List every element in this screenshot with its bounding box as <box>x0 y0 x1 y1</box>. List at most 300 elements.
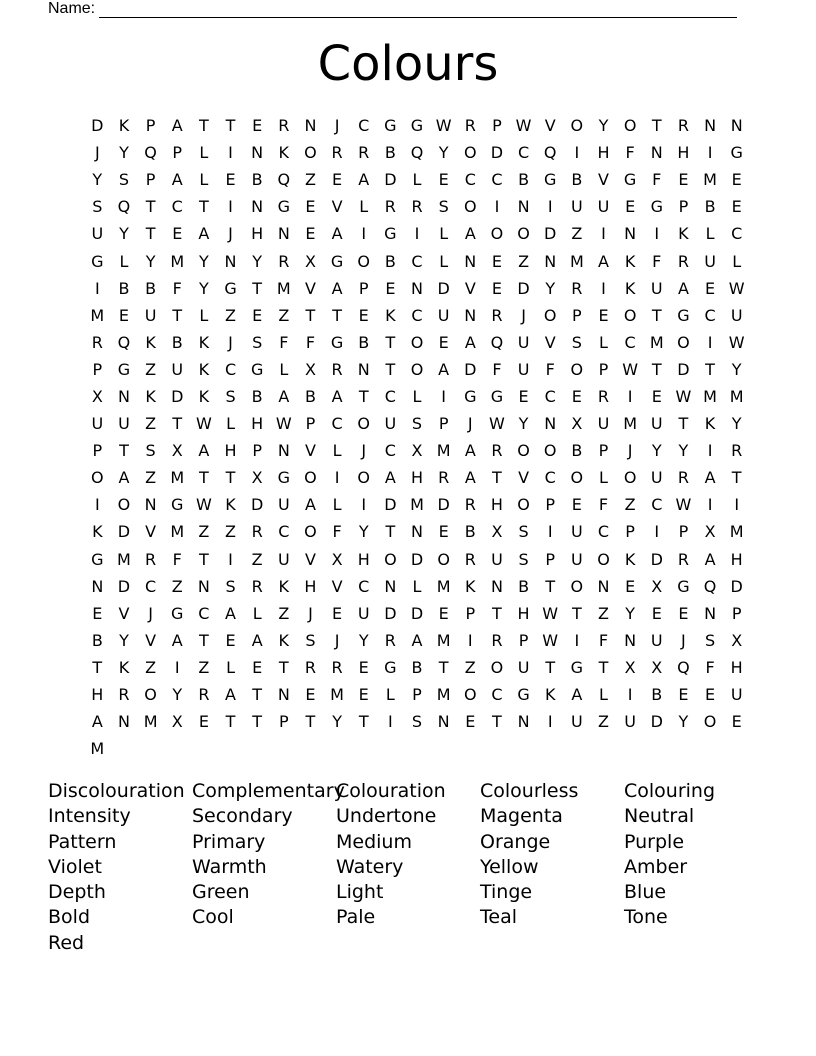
grid-letter: S <box>225 576 236 596</box>
grid-letter: T <box>571 603 582 623</box>
grid-letter: H <box>517 603 530 623</box>
grid-letter: L <box>439 224 449 244</box>
grid-letter: E <box>438 170 449 190</box>
grid-letter: G <box>384 657 397 677</box>
grid-letter: B <box>251 386 263 406</box>
grid-letter: D <box>117 576 131 596</box>
grid-letter: L <box>599 468 608 488</box>
grid-letter: G <box>677 305 690 325</box>
grid-letter: S <box>571 332 582 352</box>
grid-letter: E <box>358 657 369 677</box>
grid-letter: G <box>91 549 104 569</box>
grid-letter: X <box>251 468 263 488</box>
grid-letter: E <box>305 197 316 217</box>
grid-letter: I <box>334 468 340 488</box>
grid-letter: I <box>707 495 713 515</box>
grid-letter: R <box>118 685 130 705</box>
grid-letter: U <box>91 414 104 434</box>
grid-letter: M <box>436 630 451 650</box>
grid-letter: J <box>228 224 233 244</box>
grid-letter: Z <box>304 170 316 190</box>
grid-letter: E <box>438 522 449 542</box>
grid-letter: L <box>199 143 209 163</box>
grid-letter: T <box>225 468 236 488</box>
grid-letter: H <box>597 143 610 163</box>
grid-letter: D <box>91 116 104 136</box>
grid-letter: M <box>436 685 451 705</box>
grid-letter: D <box>384 495 397 515</box>
grid-letter: R <box>571 278 583 298</box>
grid-letter: P <box>438 414 449 434</box>
grid-letter: O <box>463 143 477 163</box>
grid-letter: D <box>490 143 504 163</box>
word-list-item: Cool <box>192 906 234 929</box>
word-list-item: Magenta <box>480 805 563 828</box>
grid-letter: N <box>277 224 290 244</box>
grid-letter: W <box>728 332 745 352</box>
grid-letter: B <box>411 657 423 677</box>
grid-letter: E <box>305 685 316 705</box>
grid-letter: W <box>542 630 559 650</box>
grid-letter: G <box>171 603 184 623</box>
grid-letter: D <box>437 278 450 298</box>
grid-letter: E <box>252 116 263 136</box>
grid-letter: X <box>624 657 636 677</box>
grid-letter: F <box>652 251 662 271</box>
grid-letter: R <box>304 657 316 677</box>
grid-letter: O <box>623 468 637 488</box>
grid-letter: S <box>118 170 130 190</box>
grid-letter: C <box>597 522 610 542</box>
grid-letter: O <box>357 414 371 434</box>
grid-letter: O <box>623 305 637 325</box>
grid-letter: N <box>411 278 423 298</box>
grid-letter: D <box>544 224 557 244</box>
grid-letter: R <box>491 305 503 325</box>
grid-letter: T <box>198 468 209 488</box>
word-list-item: Secondary <box>192 805 293 828</box>
grid-letter: N <box>464 251 477 271</box>
grid-letter: L <box>705 224 715 244</box>
grid-letter: M <box>90 739 105 759</box>
grid-letter: D <box>251 495 264 515</box>
grid-letter: E <box>118 305 130 325</box>
grid-letter: T <box>678 414 689 434</box>
grid-letter: I <box>547 522 553 542</box>
grid-letter: C <box>704 305 716 325</box>
grid-letter: B <box>171 332 183 352</box>
grid-letter: C <box>544 468 556 488</box>
grid-letter: T <box>145 197 156 217</box>
grid-letter: T <box>119 441 129 461</box>
grid-letter: N <box>384 576 397 596</box>
grid-letter: V <box>331 197 343 217</box>
grid-letter: U <box>517 332 530 352</box>
grid-letter: T <box>278 657 289 677</box>
grid-letter: I <box>627 386 633 406</box>
grid-letter: I <box>734 495 740 515</box>
grid-letter: Y <box>678 441 689 461</box>
grid-letter: V <box>464 278 476 298</box>
grid-letter: I <box>441 386 446 406</box>
grid-letter: Y <box>731 414 742 434</box>
grid-letter: L <box>599 685 608 705</box>
word-list-item: Complementary <box>192 780 345 802</box>
grid-letter: U <box>570 712 583 732</box>
grid-letter: Q <box>677 657 690 677</box>
grid-letter: L <box>199 305 209 325</box>
grid-letter: A <box>384 468 396 488</box>
grid-letter: I <box>228 143 233 163</box>
grid-letter: O <box>144 685 157 705</box>
grid-letter: S <box>92 197 103 217</box>
grid-letter: U <box>144 305 157 325</box>
grid-letter: G <box>384 116 397 136</box>
grid-letter: E <box>731 197 742 217</box>
grid-letter: F <box>652 170 662 190</box>
grid-letter: U <box>277 549 290 569</box>
grid-letter: A <box>598 251 609 271</box>
grid-letter: T <box>198 549 209 569</box>
grid-letter: Q <box>703 576 717 596</box>
grid-letter: D <box>171 386 184 406</box>
grid-letter: O <box>543 441 557 461</box>
grid-letter: U <box>384 414 397 434</box>
grid-letter: S <box>411 414 423 434</box>
grid-letter: K <box>92 522 103 542</box>
grid-letter: W <box>275 414 292 434</box>
grid-letter: O <box>517 441 530 461</box>
grid-letter: R <box>464 116 476 136</box>
grid-letter: E <box>358 305 369 325</box>
grid-letter: K <box>278 630 290 650</box>
grid-letter: L <box>332 441 342 461</box>
grid-letter: D <box>437 495 450 515</box>
grid-letter: R <box>384 197 396 217</box>
grid-letter: R <box>491 630 503 650</box>
grid-letter: E <box>491 278 502 298</box>
grid-letter: Y <box>518 414 529 434</box>
grid-letter: W <box>728 278 745 298</box>
grid-letter: A <box>171 170 183 190</box>
grid-letter: N <box>730 116 743 136</box>
grid-letter: Y <box>172 685 183 705</box>
grid-letter: A <box>704 549 716 569</box>
grid-letter: I <box>574 143 580 163</box>
grid-letter: E <box>225 170 236 190</box>
grid-letter: O <box>570 116 584 136</box>
grid-letter: E <box>705 685 716 705</box>
grid-letter: O <box>463 197 477 217</box>
word-list-item: Purple <box>624 830 685 853</box>
word-list-item: Watery <box>336 855 404 878</box>
grid-letter: A <box>438 359 450 379</box>
grid-letter: O <box>570 576 584 596</box>
grid-letter: I <box>654 224 660 244</box>
grid-letter: U <box>570 549 583 569</box>
grid-letter: Y <box>332 712 342 732</box>
grid-letter: N <box>544 251 557 271</box>
grid-letter: E <box>252 657 263 677</box>
grid-letter: R <box>677 116 689 136</box>
grid-letter: L <box>226 414 235 434</box>
grid-letter: L <box>732 251 742 271</box>
grid-letter: C <box>491 685 503 705</box>
grid-letter: O <box>570 468 584 488</box>
grid-letter: E <box>571 495 582 515</box>
grid-letter: T <box>198 630 209 650</box>
grid-letter: E <box>571 386 582 406</box>
grid-letter: T <box>198 116 209 136</box>
grid-letter: X <box>331 549 343 569</box>
grid-letter: I <box>574 630 580 650</box>
grid-letter: R <box>331 657 343 677</box>
grid-letter: X <box>651 657 663 677</box>
grid-letter: H <box>677 143 690 163</box>
grid-letter: T <box>438 657 449 677</box>
grid-letter: I <box>707 332 713 352</box>
grid-letter: S <box>305 630 316 650</box>
grid-letter: C <box>517 143 530 163</box>
grid-letter: R <box>491 441 503 461</box>
grid-letter: F <box>172 278 182 298</box>
grid-letter: C <box>278 522 290 542</box>
grid-letter: E <box>252 305 263 325</box>
grid-letter: A <box>251 630 263 650</box>
grid-letter: O <box>304 468 317 488</box>
grid-letter: M <box>117 549 131 569</box>
grid-letter: G <box>464 386 477 406</box>
grid-letter: G <box>330 332 344 352</box>
grid-letter: T <box>198 197 209 217</box>
grid-letter: A <box>278 386 290 406</box>
grid-letter: R <box>331 143 343 163</box>
grid-letter: G <box>277 197 290 217</box>
grid-letter: I <box>414 224 420 244</box>
grid-letter: O <box>490 657 504 677</box>
grid-letter: T <box>252 278 263 298</box>
grid-letter: Y <box>119 143 129 163</box>
grid-letter: S <box>252 332 263 352</box>
grid-letter: X <box>411 441 423 461</box>
grid-letter: B <box>704 197 716 217</box>
grid-letter: D <box>410 603 424 623</box>
grid-letter: P <box>305 414 316 434</box>
grid-letter: A <box>171 630 183 650</box>
grid-letter: H <box>251 224 264 244</box>
grid-letter: Z <box>145 359 157 379</box>
grid-letter: T <box>358 712 369 732</box>
grid-letter: U <box>491 549 503 569</box>
grid-letter: M <box>330 685 344 705</box>
grid-letter: N <box>411 522 423 542</box>
grid-letter: U <box>650 278 663 298</box>
grid-letter: Z <box>278 603 290 623</box>
grid-letter: N <box>197 576 210 596</box>
grid-letter: K <box>624 549 636 569</box>
word-list-item: Light <box>336 881 384 904</box>
name-underline[interactable] <box>99 2 737 18</box>
grid-letter: X <box>651 576 663 596</box>
puzzle-title: Colours <box>317 36 499 92</box>
grid-letter: F <box>598 495 609 515</box>
grid-letter: K <box>278 143 290 163</box>
grid-letter: E <box>678 170 689 190</box>
grid-letter: D <box>117 522 131 542</box>
grid-letter: O <box>517 224 530 244</box>
grid-letter: P <box>678 522 689 542</box>
word-list-item: Pattern <box>48 830 117 853</box>
grid-letter: B <box>384 143 396 163</box>
grid-letter: Q <box>117 197 131 217</box>
grid-letter: E <box>678 603 689 623</box>
grid-letter: J <box>361 441 367 461</box>
grid-letter: C <box>145 576 157 596</box>
grid-letter: V <box>331 576 343 596</box>
grid-letter: X <box>171 712 183 732</box>
grid-letter: U <box>730 305 743 325</box>
grid-letter: T <box>385 359 396 379</box>
grid-letter: K <box>145 386 156 406</box>
grid-letter: C <box>411 251 423 271</box>
grid-letter: P <box>598 441 609 461</box>
grid-letter: L <box>439 251 449 271</box>
grid-letter: P <box>145 170 156 190</box>
grid-letter: R <box>251 522 263 542</box>
grid-letter: B <box>384 251 396 271</box>
grid-letter: E <box>225 630 236 650</box>
grid-letter: N <box>224 251 237 271</box>
grid-letter: B <box>518 576 530 596</box>
grid-letter: S <box>518 549 529 569</box>
grid-letter: N <box>277 685 290 705</box>
grid-letter: N <box>490 576 503 596</box>
grid-letter: B <box>358 332 370 352</box>
grid-letter: F <box>332 522 342 542</box>
grid-letter: T <box>651 305 662 325</box>
grid-letter: M <box>729 386 744 406</box>
grid-letter: Y <box>252 251 263 271</box>
grid-letter: P <box>465 603 476 623</box>
grid-letter: O <box>357 251 371 271</box>
grid-letter: H <box>91 685 104 705</box>
word-list <box>48 779 768 956</box>
grid-letter: A <box>677 278 689 298</box>
grid-letter: C <box>358 116 370 136</box>
grid-letter: A <box>464 441 476 461</box>
grid-letter: N <box>517 712 530 732</box>
grid-letter: N <box>304 116 317 136</box>
grid-letter: X <box>171 441 183 461</box>
grid-letter: F <box>492 359 502 379</box>
grid-letter: F <box>545 359 555 379</box>
word-list-item: Discolouration <box>48 780 185 802</box>
grid-letter: L <box>199 170 209 190</box>
grid-letter: A <box>464 224 476 244</box>
grid-letter: T <box>305 305 316 325</box>
grid-letter: U <box>118 414 130 434</box>
name-field[interactable] <box>48 0 737 18</box>
grid-letter: A <box>464 468 476 488</box>
grid-letter: I <box>228 197 233 217</box>
grid-letter: N <box>624 224 637 244</box>
grid-letter: K <box>198 359 210 379</box>
word-list-item: Warmth <box>192 855 267 878</box>
grid-letter: T <box>225 712 236 732</box>
grid-letter: T <box>731 468 742 488</box>
grid-letter: G <box>277 468 290 488</box>
grid-letter: R <box>384 630 396 650</box>
grid-letter: R <box>677 251 689 271</box>
grid-letter: B <box>304 386 316 406</box>
grid-letter: R <box>597 386 610 406</box>
grid-letter: T <box>705 359 715 379</box>
grid-letter: Y <box>651 441 662 461</box>
grid-letter: U <box>624 712 636 732</box>
grid-letter: B <box>91 630 103 650</box>
grid-letter: Z <box>278 305 290 325</box>
grid-letter: L <box>412 576 422 596</box>
grid-letter: N <box>437 712 450 732</box>
grid-letter: O <box>490 224 504 244</box>
grid-letter: J <box>228 332 233 352</box>
grid-letter: O <box>463 685 477 705</box>
grid-letter: Y <box>358 522 369 542</box>
grid-letter: G <box>224 278 237 298</box>
grid-letter: C <box>544 386 556 406</box>
grid-letter: Z <box>624 495 636 515</box>
grid-letter: V <box>544 332 556 352</box>
grid-letter: M <box>170 522 185 542</box>
grid-letter: L <box>252 603 262 623</box>
grid-letter: N <box>91 576 104 596</box>
grid-letter: M <box>276 278 291 298</box>
grid-letter: D <box>650 712 663 732</box>
grid-letter: I <box>601 224 606 244</box>
grid-letter: J <box>308 603 313 623</box>
grid-letter: V <box>598 170 609 190</box>
grid-letter: T <box>385 522 396 542</box>
grid-letter: S <box>225 386 236 406</box>
grid-letter: U <box>517 359 530 379</box>
grid-letter: A <box>331 278 343 298</box>
grid-letter: D <box>650 549 663 569</box>
grid-letter: Z <box>225 305 236 325</box>
word-list-item: Orange <box>480 830 551 853</box>
grid-letter: R <box>411 197 423 217</box>
name-label: Name: <box>48 0 96 17</box>
grid-letter: U <box>650 630 663 650</box>
grid-letter: P <box>145 116 156 136</box>
grid-letter: P <box>731 603 742 623</box>
grid-letter: N <box>117 712 130 732</box>
grid-letter: H <box>357 549 370 569</box>
grid-letter: K <box>278 576 290 596</box>
grid-letter: O <box>677 332 690 352</box>
grid-letter: D <box>384 603 397 623</box>
grid-letter: E <box>92 603 103 623</box>
grid-letter: T <box>492 468 502 488</box>
grid-letter: O <box>384 549 397 569</box>
grid-letter: G <box>677 576 690 596</box>
grid-letter: H <box>490 495 503 515</box>
word-list-item: Medium <box>336 830 412 853</box>
grid-letter: O <box>304 522 317 542</box>
grid-letter: L <box>279 359 289 379</box>
grid-letter: X <box>704 522 716 542</box>
grid-letter: Q <box>117 332 131 352</box>
word-list-item: Teal <box>480 906 517 929</box>
